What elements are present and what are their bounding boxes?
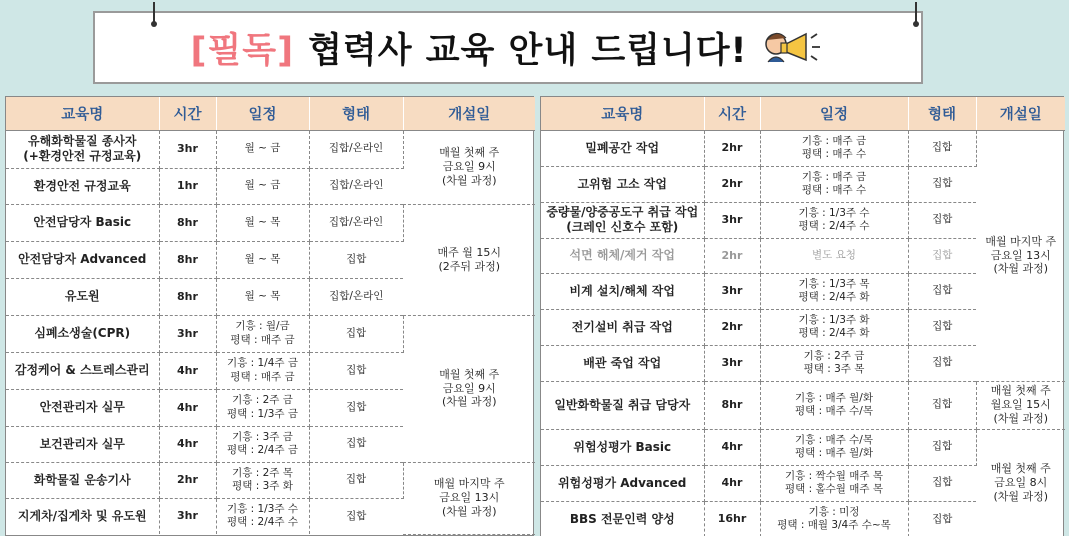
course-type: 집합 [309, 352, 403, 389]
course-time: 4hr [704, 465, 760, 501]
course-schedule: 월 ~ 금 [216, 130, 309, 168]
course-time: 3hr [704, 345, 760, 381]
course-schedule: 월 ~ 목 [216, 204, 309, 241]
table-row [541, 130, 1065, 166]
right-course-table [540, 96, 1064, 536]
course-schedule: 월 ~ 목 [216, 241, 309, 278]
course-time: 3hr [159, 498, 216, 534]
course-name: BBS 전문인력 양성 [541, 501, 704, 536]
header-time: 시간 [159, 97, 216, 130]
course-schedule: 기흥 : 3주 금 평택 : 2/4주 금 [216, 426, 309, 462]
title-accent: [필독] [190, 30, 295, 71]
course-time: 4hr [159, 426, 216, 462]
course-time: 1hr [159, 168, 216, 204]
course-schedule: 기흥 : 1/3주 수 평택 : 2/4주 수 [760, 202, 908, 238]
header-open: 개설일 [976, 97, 1065, 130]
course-name: 안전담당자 Advanced [6, 241, 159, 278]
header-name: 교육명 [541, 97, 704, 130]
course-name: 유도원 [6, 278, 159, 315]
course-type: 집합 [346, 509, 367, 522]
table-row [541, 429, 1065, 465]
course-open: 매월 첫째 주 월요일 15시 (차월 과정) [976, 381, 1065, 429]
course-name: 지게차/집게차 및 유도원 [6, 498, 159, 534]
course-time: 3hr [704, 202, 760, 238]
table-row [6, 130, 535, 168]
course-open: 매월 첫째 주 금요일 9시 (차월 과정) [403, 315, 535, 462]
course-name: 고위험 고소 작업 [541, 166, 704, 202]
header-schedule: 일정 [216, 97, 309, 130]
course-type: 집합 [309, 389, 403, 426]
course-schedule: 기흥 : 매주 월/화 평택 : 매주 수/목 [760, 381, 908, 429]
header-schedule: 일정 [760, 97, 908, 130]
course-name: 유해화학물질 종사자 (+환경안전 규정교육) [6, 130, 159, 168]
course-time: 8hr [704, 381, 760, 429]
course-schedule: 기흥 : 1/4주 금 평택 : 매주 금 [216, 352, 309, 389]
course-schedule: 기흥 : 매주 수/목 평택 : 매주 월/화 [760, 429, 908, 465]
course-schedule: 기흥 : 1/3주 화 평택 : 2/4주 화 [760, 309, 908, 345]
course-time: 8hr [159, 241, 216, 278]
course-schedule: 기흥 : 미정 평택 : 매월 3/4주 수~목 [760, 501, 908, 536]
course-name: 심폐소생술(CPR) [6, 315, 159, 352]
course-type: 집합 [309, 426, 403, 462]
header-type: 형태 [908, 97, 976, 130]
course-name: 비계 설치/해체 작업 [541, 273, 704, 309]
course-schedule: 기흥 : 2주 목 평택 : 3주 화 [216, 462, 309, 498]
course-type: 집합 [908, 166, 976, 202]
header-type: 형태 [309, 97, 403, 130]
course-type: 집합 [309, 241, 403, 278]
left-course-table [5, 96, 534, 536]
course-time: 3hr [159, 315, 216, 352]
course-time: 2hr [159, 462, 216, 498]
title-text: 협력사 교육 안내 드립니다! [308, 30, 748, 71]
course-schedule: 기흥 : 매주 금 평택 : 매주 수 [760, 130, 908, 166]
course-name: 밀폐공간 작업 [541, 130, 704, 166]
course-type: 집합 [908, 309, 976, 345]
megaphone-person-icon [762, 24, 826, 72]
course-schedule: 기흥 : 짝수월 매주 목 평택 : 홀수월 매주 목 [760, 465, 908, 501]
course-time: 4hr [159, 352, 216, 389]
course-type: 집합 [908, 273, 976, 309]
course-type: 집합 [932, 512, 953, 525]
course-name: 화학물질 운송기사 [6, 462, 159, 498]
course-name: 일반화학물질 취급 담당자 [541, 381, 704, 429]
course-schedule: 기흥 : 2주 금 평택 : 1/3주 금 [216, 389, 309, 426]
header-time: 시간 [704, 97, 760, 130]
course-schedule: 기흥 : 1/3주 수 평택 : 2/4주 수 [216, 498, 309, 534]
course-name: 감정케어 & 스트레스관리 [6, 352, 159, 389]
course-name: 환경안전 규정교육 [6, 168, 159, 204]
table-row [6, 204, 535, 241]
page-title [190, 23, 747, 73]
course-type: 집합/온라인 [309, 278, 403, 315]
course-type: 집합 [908, 381, 976, 429]
course-type: 집합 [908, 345, 976, 381]
course-time: 2hr [704, 309, 760, 345]
pin-left-icon [153, 2, 155, 24]
course-name: 위험성평가 Advanced [541, 465, 704, 501]
course-schedule: 기흥 : 매주 금 평택 : 매주 수 [760, 166, 908, 202]
course-schedule: 월 ~ 금 [216, 168, 309, 204]
course-time: 8hr [159, 278, 216, 315]
course-open: 매월 첫째 주 금요일 9시 (차월 과정) [403, 130, 535, 204]
course-schedule: 기흥 : 2주 금 평택 : 3주 목 [760, 345, 908, 381]
course-time: 3hr [159, 130, 216, 168]
course-open: 매월 첫째 주 금요일 8시 (차월 과정) [976, 429, 1065, 536]
course-type: 집합 [908, 238, 976, 273]
course-schedule: 월 ~ 목 [216, 278, 309, 315]
table-row [541, 381, 1065, 429]
course-name: 석면 해체/제거 작업 [541, 238, 704, 273]
course-time: 8hr [159, 204, 216, 241]
course-open: 매주 월 15시 (2주뒤 과정) [403, 204, 535, 315]
title-banner [93, 11, 923, 84]
course-time: 2hr [704, 166, 760, 202]
course-schedule: 별도 요청 [760, 238, 908, 273]
course-name: 위험성평가 Basic [541, 429, 704, 465]
course-name: 안전관리자 실무 [6, 389, 159, 426]
header-name: 교육명 [6, 97, 159, 130]
course-type: 집합 [908, 202, 976, 238]
pin-right-icon [915, 2, 917, 24]
course-name: 중량물/양중공도구 취급 작업 (크레인 신호수 포함) [541, 202, 704, 238]
course-time: 3hr [704, 273, 760, 309]
table-row [6, 462, 535, 498]
course-type: 집합 [309, 462, 403, 498]
header-open: 개설일 [403, 97, 535, 130]
table-row [6, 315, 535, 352]
course-schedule: 기흥 : 1/3주 목 평택 : 2/4주 화 [760, 273, 908, 309]
course-open: 매월 마지막 주 금요일 13시 (차월 과정) [976, 130, 1065, 381]
course-name: 배관 죽업 작업 [541, 345, 704, 381]
course-name: 안전담당자 Basic [6, 204, 159, 241]
course-time: 4hr [159, 389, 216, 426]
course-time: 2hr [704, 130, 760, 166]
course-name: 전기설비 취급 작업 [541, 309, 704, 345]
course-time: 2hr [704, 238, 760, 273]
course-type: 집합 [309, 315, 403, 352]
course-type: 집합/온라인 [309, 204, 403, 241]
course-schedule: 기흥 : 월/금 평택 : 매주 금 [216, 315, 309, 352]
course-time: 16hr [704, 501, 760, 536]
course-type: 집합/온라인 [309, 130, 403, 168]
course-type: 집합 [908, 429, 976, 465]
course-type: 집합 [908, 130, 976, 166]
course-time: 4hr [704, 429, 760, 465]
course-open: 매월 마지막 주 금요일 13시 (차월 과정) [403, 462, 535, 534]
course-type: 집합 [908, 465, 976, 501]
course-name: 보건관리자 실무 [6, 426, 159, 462]
course-type: 집합/온라인 [309, 168, 403, 204]
